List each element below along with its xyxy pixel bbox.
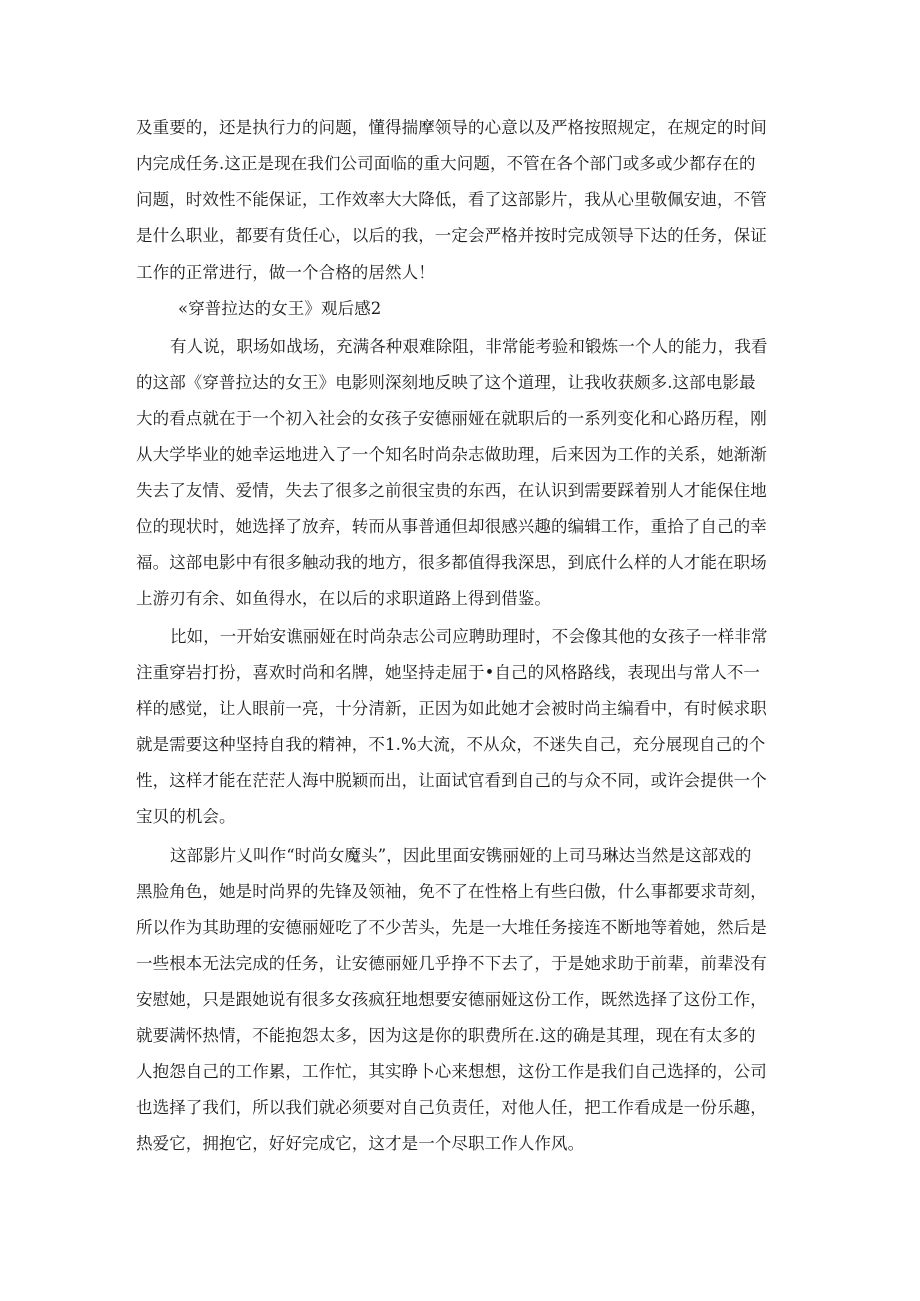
- text-line: 的这部《穿普拉达的女王》电影则深刻地反映了这个道理，让我收获颇多.这部电影最: [136, 373, 756, 392]
- text-line: 失去了友情、爱情，失去了很多之前很宝贵的东西，在认识到需要踩着别人才能保住地: [136, 481, 767, 500]
- text-line: 也选择了我们，所以我们就必须要对自己负责任，对他人任，把工作看成是一份乐趣，: [136, 1098, 767, 1117]
- text-line: 就是需要这种坚持自我的精神，不1.%大流，不从众，不迷失自己，充分展现自己的个: [136, 735, 766, 754]
- text-line: 及重要的，还是执行力的问题，懂得揣摩领导的心意以及严格按照规定，在规定的时间: [136, 118, 767, 137]
- text-line: 大的看点就在于一个初入社会的女孩子安德丽娅在就职后的一系列变化和心路历程，刚: [136, 409, 767, 428]
- text-line: 注重穿岩打扮，喜欢时尚和名牌，她坚持走屈于•自己的风格路线，表现出与常人不一: [136, 663, 761, 682]
- text-line: 样的感觉，让人眼前一亮，十分清新，正因为如此她才会被时尚主编看中，有时候求职: [136, 699, 767, 718]
- text-line: 性，这样才能在茫茫人海中脱颖而出，让面试官看到自己的与众不同，或许会提供一个: [136, 771, 767, 790]
- section-heading: «穿普拉达的女王》观后感2: [178, 299, 382, 318]
- text-line: 是什么职业，都要有货任心，以后的我，一定会严格并按时完成领导下达的任务，保证: [136, 226, 767, 245]
- paragraph-first-line: 这部影片乂叫作“时尚女魔头”，因此里面安镌丽娅的上司马琳达当然是这部戏的: [170, 846, 752, 865]
- text-line: 就要满怀热情，不能抱怨太多，因为这是你的职费所在.这的确是其理，现在有太多的: [136, 1026, 756, 1045]
- text-line: 从大学毕业的她幸运地进入了一个知名时尚杂志做助理，后来因为工作的关系，她渐渐: [136, 445, 767, 464]
- text-line: 黑脸角色，她是时尚界的先锋及领袖，免不了在性格上有些臼傲，什么事都要求苛刻，: [136, 882, 767, 901]
- text-line: 位的现状时，她选择了放弃，转而从事普通但却很感兴趣的编辑工作，重拾了自己的幸: [136, 517, 767, 536]
- text-line: 人抱怨自己的工作累，工作忙，其实睁卜心来想想，这份工作是我们自己选择的，公司: [136, 1062, 767, 1081]
- text-line: 一些根本无法完成的任务，让安德丽娅几乎挣不下去了，于是她求助于前辈，前辈没有: [136, 954, 767, 973]
- text-line: 热爱它，拥抱它，好好完成它，这才是一个尽职工作人作风。: [136, 1134, 585, 1153]
- text-line: 上游刃有余、如鱼得水，在以后的求职道路上得到借鉴。: [136, 589, 551, 608]
- text-line: 福。这部电影中有很多触动我的地方，很多都值得我深思，到底什么样的人才能在职场: [136, 553, 767, 572]
- text-line: 内完成任务.这正是现在我们公司面临的重大问题，不管在各个部门或多或少都存在的: [136, 154, 756, 173]
- paragraph-first-line: 有人说，职场如战场，充满各种艰难除阻，非常能考验和锻炼一个人的能力，我看: [170, 337, 768, 356]
- paragraph-first-line: 比如，一开始安谯丽娅在时尚杂志公司应聘助理时，不会像其他的女孩子一样非常: [170, 627, 768, 646]
- text-line: 安慰她，只是跟她说有很多女孩疯狂地想要安德丽娅这份工作，既然选择了这份工作，: [136, 990, 767, 1009]
- text-line: 宝贝的机会。: [136, 807, 236, 826]
- text-line: 问题，时效性不能保证，工作效率大大降低，看了这部影片，我从心里敬佩安迪，不管: [136, 190, 767, 209]
- text-line: 所以作为其助理的安德丽娅吃了不少苦头，先是一大堆任务接连不断地等着她，然后是: [136, 918, 767, 937]
- text-line: 工作的正常进行，做一个合格的居然人！: [136, 263, 435, 282]
